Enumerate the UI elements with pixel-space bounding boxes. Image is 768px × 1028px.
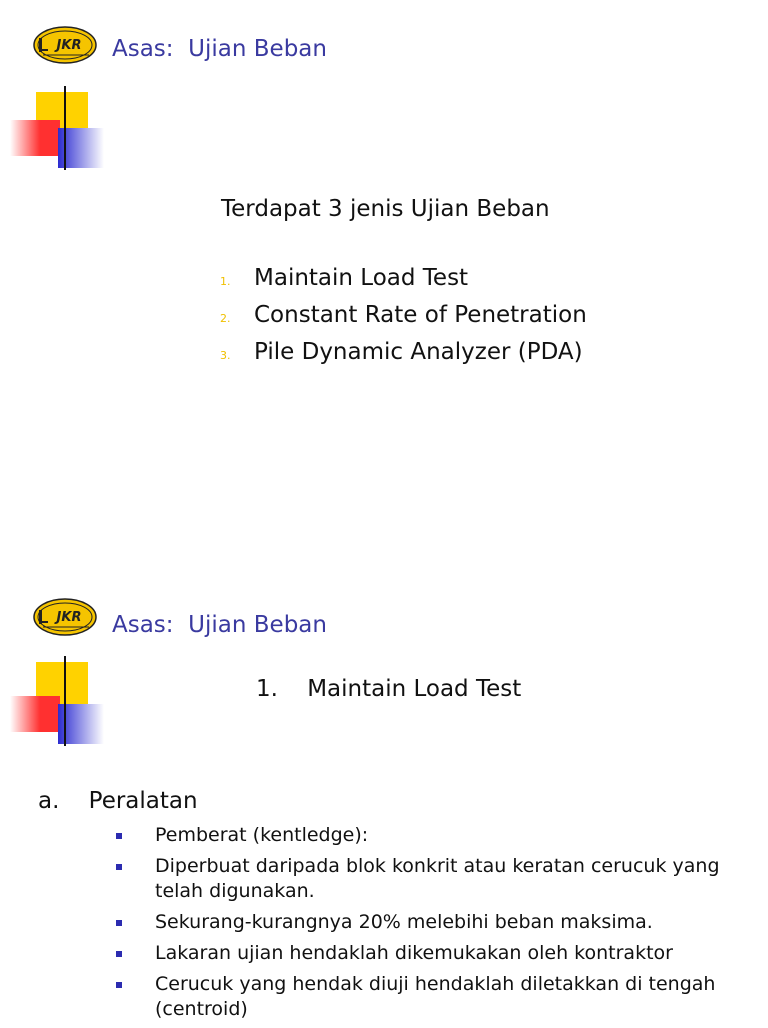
decorative-squares: [0, 570, 768, 750]
list-item: Pemberat (kentledge):: [116, 823, 736, 848]
slide-title: Asas: Ujian Beban: [112, 36, 327, 62]
svg-text:JKR: JKR: [56, 610, 82, 625]
list-item: Cerucuk yang hendak diuji hendaklah diletakkan di tengah (centroid): [116, 972, 736, 1022]
list-item: 1. Maintain Load Test: [220, 265, 469, 291]
list-item: Diperbuat daripada blok konkrit atau keratan cerucuk yang telah digunakan.: [116, 854, 736, 904]
bullet-icon: [116, 864, 122, 870]
bullet-icon: [116, 951, 122, 957]
subsection-heading: a. Peralatan: [38, 788, 198, 814]
equipment-bullet-list: [116, 823, 736, 1028]
list-item: 3. Pile Dynamic Analyzer (PDA): [220, 339, 583, 365]
test-type-list: [220, 265, 587, 376]
intro-heading: Terdapat 3 jenis Ujian Beban: [221, 196, 550, 222]
slide-title: Asas: Ujian Beban: [112, 612, 327, 638]
slide-2: [0, 576, 768, 1024]
section-title: 1. Maintain Load Test: [256, 676, 522, 702]
bullet-icon: [116, 920, 122, 926]
list-item: Lakaran ujian hendaklah dikemukakan oleh kontraktor: [116, 941, 736, 966]
slide-1: [0, 0, 768, 512]
list-item: Sekurang-kurangnya 20% melebihi beban maksima.: [116, 910, 736, 935]
decorative-squares: [0, 0, 768, 180]
list-item: 2. Constant Rate of Penetration: [220, 302, 587, 328]
bullet-icon: [116, 833, 122, 839]
svg-text:JKR: JKR: [56, 38, 82, 53]
bullet-icon: [116, 982, 122, 988]
